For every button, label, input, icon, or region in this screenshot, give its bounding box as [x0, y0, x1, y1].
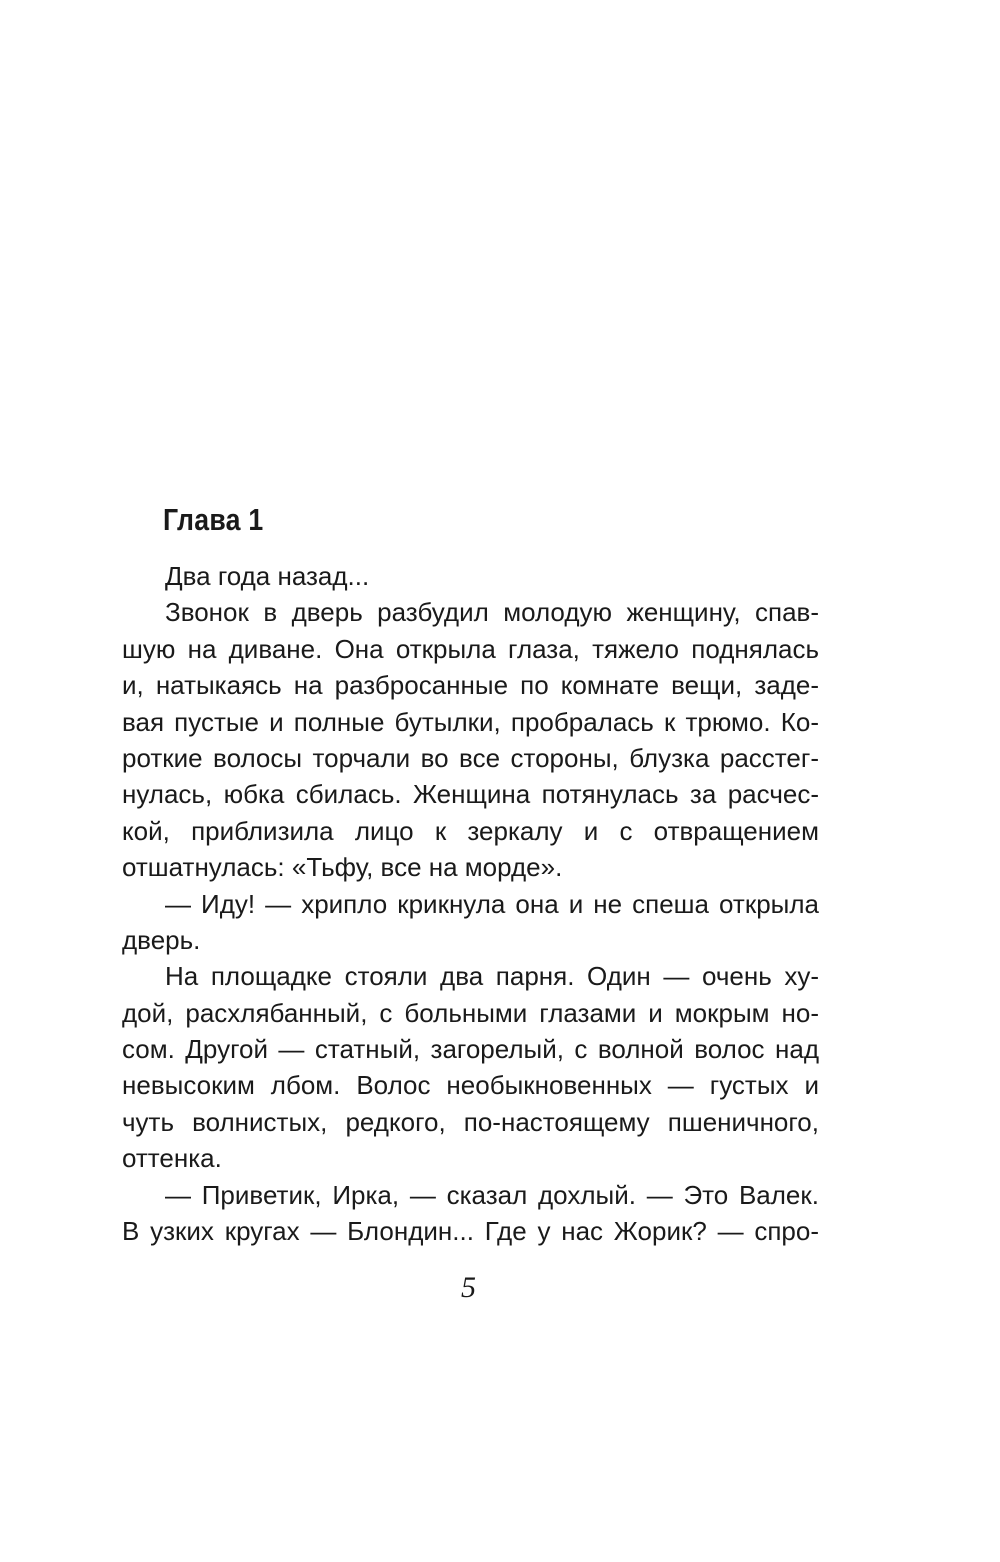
- text-line: оттенка.: [122, 1143, 222, 1174]
- text-line: шую на диване. Она открыла глаза, тяжело поднялась: [122, 633, 819, 664]
- text-line: дой, расхлябанный, с больными глазами и мокрым но-: [122, 997, 819, 1028]
- text-line: Звонок в дверь разбудил молодую женщину, спав-: [165, 597, 819, 628]
- text-line: — Иду! — хрипло крикнула она и не спеша открыла: [165, 888, 819, 919]
- text-line: и, натыкаясь на разбросанные по комнате вещи, заде-: [122, 670, 819, 701]
- text-line: На площадке стояли два парня. Один — очень ху-: [165, 961, 819, 992]
- chapter-title: Глава 1: [163, 502, 264, 537]
- text-line: дверь.: [122, 924, 201, 955]
- text-line: — Приветик, Ирка, — сказал дохлый. — Это Валек.: [165, 1179, 819, 1210]
- text-line: Два года назад...: [165, 561, 370, 591]
- text-line: роткие волосы торчали во все стороны, блузка расстег-: [122, 742, 819, 773]
- text-line: кой, приблизила лицо к зеркалу и с отвращением: [122, 815, 819, 846]
- text-line: невысоким лбом. Волос необыкновенных — густых и: [122, 1070, 819, 1101]
- text-line: нулась, юбка сбилась. Женщина потянулась за расчес-: [122, 779, 819, 810]
- body-text: [122, 558, 819, 1249]
- text-line: сом. Другой — статный, загорелый, с волной волос над: [122, 1034, 819, 1065]
- page-number: 5: [461, 1271, 476, 1304]
- text-line: вая пустые и полные бутылки, пробралась к трюмо. Ко-: [122, 706, 819, 737]
- text-line: отшатнулась: «Тьфу, все на морде».: [122, 852, 563, 883]
- text-line: В узких кругах — Блондин... Где у нас Жорик? — спро-: [122, 1216, 819, 1247]
- text-line: чуть волнистых, редкого, по-настоящему пшеничного,: [122, 1106, 819, 1137]
